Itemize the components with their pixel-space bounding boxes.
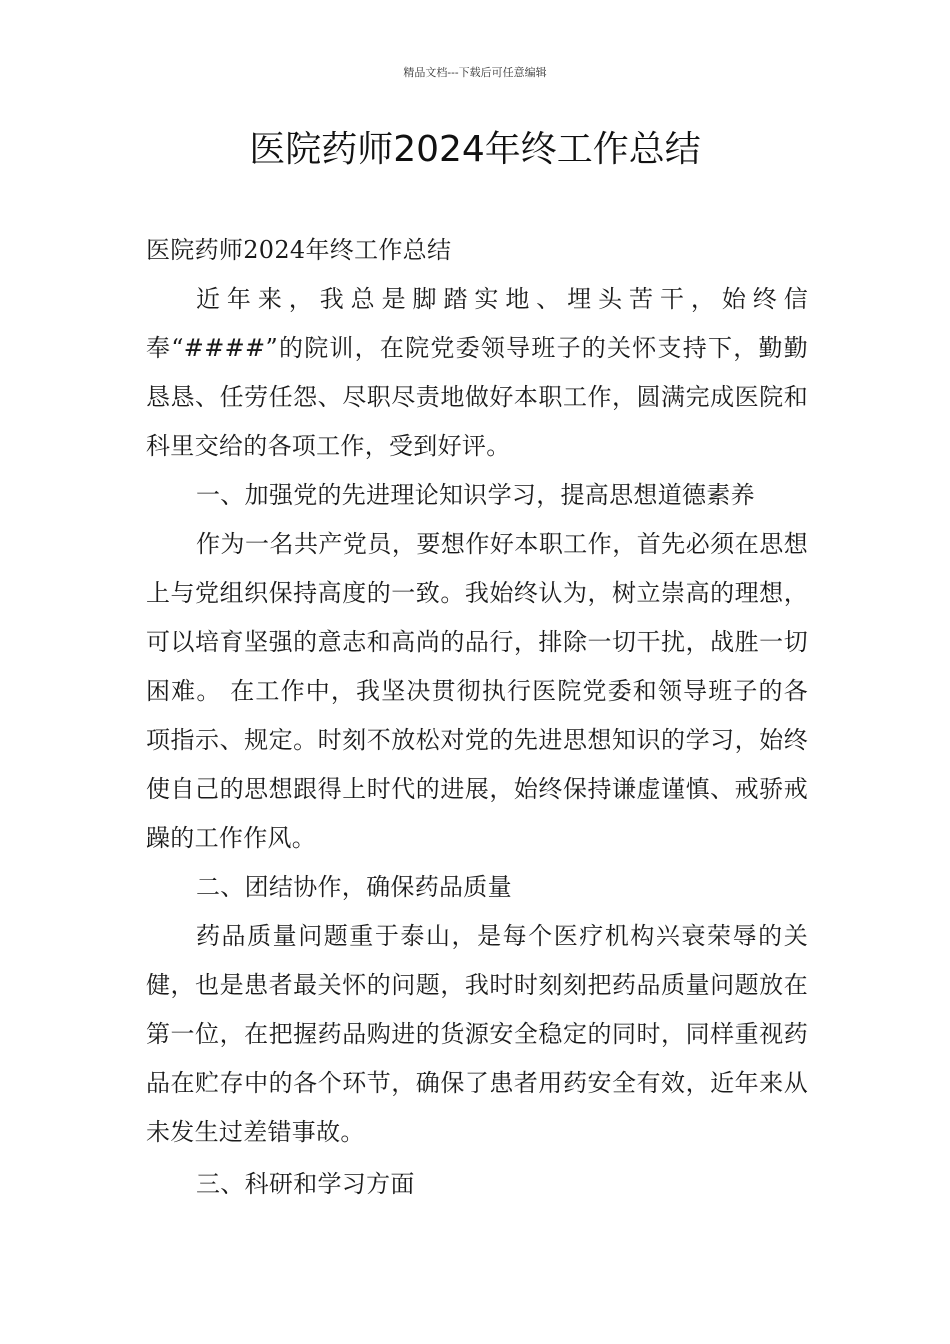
paragraph-intro: 近年来，我总是脚踏实地、埋头苦干，始终信奉“####”的院训，在院党委领导班子的关怀支持下，勤勤恳恳、任劳任怨、尽职尽责地做好本职工作，圆满完成医院和科里交给的各项工作，受到好评。 bbox=[146, 285, 808, 460]
section-heading-3: 三、科研和学习方面 bbox=[196, 1170, 415, 1198]
paragraph-section-1: 作为一名共产党员，要想作好本职工作，首先必须在思想上与党组织保持高度的一致。我始终认为，树立崇高的理想，可以培育坚强的意志和高尚的品行，排除一切干扰，战胜一切困难。 在工作中，我坚决贯彻执行医院党委和领导班子的各项指示、规定。时刻不放松对党的先进思想知识的学习，始终使自己的思想跟得上时代的进展，始终保持谦虚谨慎、戒骄戒躁的工作作风。 bbox=[146, 530, 808, 852]
document-body bbox=[146, 226, 808, 1209]
header-note: 精品文档---下载后可任意编辑 bbox=[403, 66, 547, 79]
page-title: 医院药师2024年终工作总结 bbox=[249, 129, 701, 170]
body-subtitle: 医院药师2024年终工作总结 bbox=[146, 236, 452, 264]
section-heading-2: 二、团结协作，确保药品质量 bbox=[196, 873, 512, 901]
section-heading-1: 一、加强党的先进理论知识学习，提高思想道德素养 bbox=[196, 481, 755, 509]
paragraph-section-2: 药品质量问题重于泰山，是每个医疗机构兴衰荣辱的关健，也是患者最关怀的问题，我时时刻刻把药品质量问题放在第一位，在把握药品购进的货源安全稳定的同时，同样重视药品在贮存中的各个环节，确保了患者用药安全有效，近年来从未发生过差错事故。 bbox=[146, 922, 808, 1146]
